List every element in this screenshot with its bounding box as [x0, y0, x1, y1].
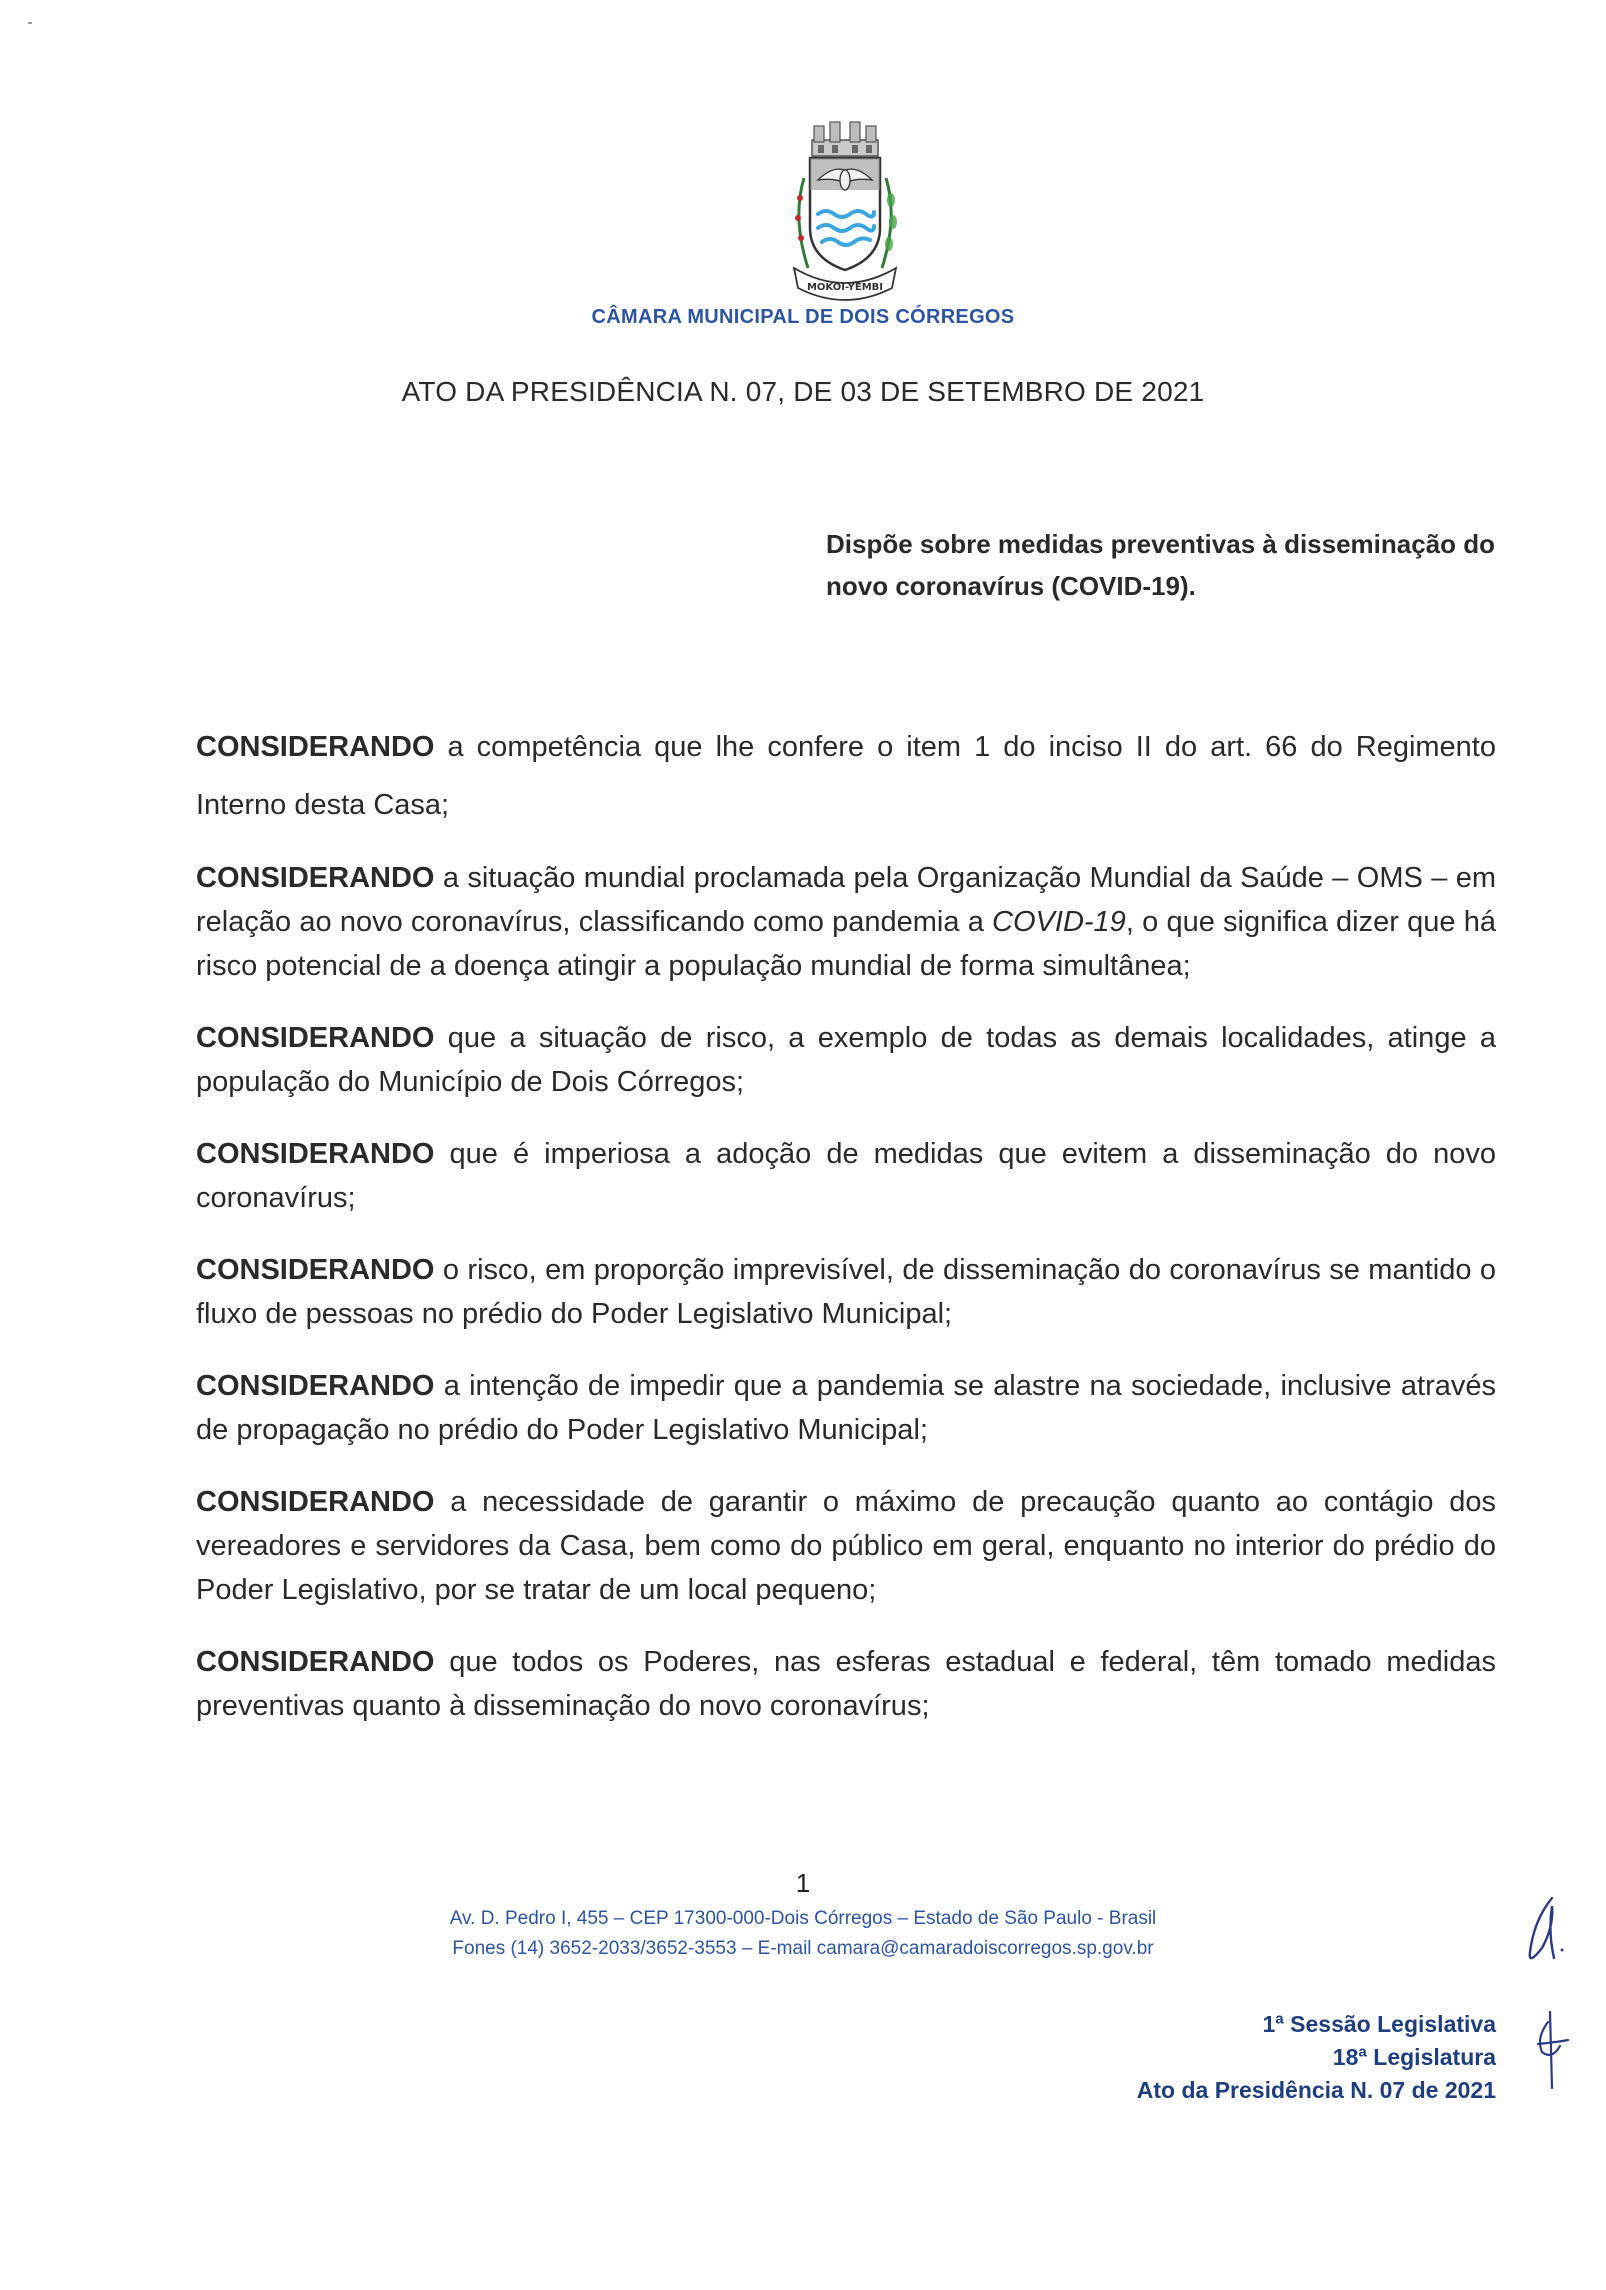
- considerando-lead: CONSIDERANDO: [196, 1254, 435, 1286]
- legislature-label: 18ª Legislatura: [1332, 2044, 1496, 2070]
- ementa: [826, 523, 1506, 607]
- considerando-paragraph: [196, 1248, 1496, 1336]
- municipal-crest-icon: [770, 118, 920, 308]
- considerando-paragraph: [196, 856, 1496, 988]
- act-reference: Ato da Presidência N. 07 de 2021: [1136, 2077, 1496, 2103]
- paragraph-text: a situação mundial proclamada pela Organização Mundial da Saúde – OMS – em relação ao novo coronavírus, classificando como pandemia a: [196, 862, 1497, 938]
- paragraph-text: a necessidade de garantir o máximo de precaução quanto ao contágio dos vereadores e servidores da Casa, bem como do público em geral, enquanto no interior do prédio do Poder Legislativo, por se tratar de um local pequeno;: [196, 1486, 1496, 1606]
- paragraph-italic-term: COVID-19: [992, 906, 1126, 938]
- act-title: ATO DA PRESIDÊNCIA N. 07, DE 03 DE SETEMBRO DE 2021: [401, 376, 1205, 407]
- chamber-name: CÂMARA MUNICIPAL DE DOIS CÓRREGOS: [591, 306, 1015, 328]
- handwritten-initials-icon: [1508, 1892, 1578, 2092]
- considerando-lead: CONSIDERANDO: [196, 1486, 435, 1518]
- paragraph-text: a intenção de impedir que a pandemia se alastre na sociedade, inclusive através de propagação no prédio do Poder Legislativo Municipal;: [196, 1370, 1496, 1446]
- considerando-lead: CONSIDERANDO: [196, 731, 435, 763]
- footer-address: Av. D. Pedro I, 455 – CEP 17300-000-Dois Córregos – Estado de São Paulo - Brasil: [449, 1908, 1157, 1929]
- crest-banner-text: MOKOI-YEMBI: [806, 282, 884, 293]
- paragraph-text: que a situação de risco, a exemplo de todas as demais localidades, atinge a população do Município de Dois Córregos;: [196, 1022, 1496, 1098]
- session-label: 1ª Sessão Legislativa: [1262, 2011, 1496, 2037]
- paragraph-text: , o que significa dizer que há risco potencial de a doença atingir a população mundial de forma simultânea;: [196, 906, 1496, 982]
- session-block: [1137, 2008, 1496, 2107]
- paragraph-text: que todos os Poderes, nas esferas estadual e federal, têm tomado medidas preventivas quanto à disseminação do novo coronavírus;: [196, 1646, 1497, 1722]
- considerando-paragraph: [196, 1016, 1496, 1104]
- ementa-line: Dispõe sobre medidas preventivas à disseminação do: [826, 529, 1496, 559]
- considerando-paragraph: [196, 1480, 1496, 1612]
- scan-mark: [28, 22, 32, 24]
- considerando-paragraph: [196, 1364, 1496, 1452]
- considerando-paragraph: [196, 1132, 1496, 1220]
- document-body: [196, 718, 1496, 1756]
- crown-icon: [812, 122, 878, 156]
- paragraph-text: a competência que lhe confere o item 1 do inciso II do art. 66 do Regimento Interno desta Casa;: [196, 731, 1496, 821]
- considerando-lead: CONSIDERANDO: [196, 862, 435, 894]
- ementa-line: novo coronavírus (COVID-19).: [826, 571, 1196, 601]
- footer-contacts: Fones (14) 3652-2033/3652-3553 – E-mail camara@camaradoiscorregos.sp.gov.br: [452, 1938, 1154, 1959]
- considerando-lead: CONSIDERANDO: [196, 1370, 435, 1402]
- considerando-paragraph: [196, 1640, 1496, 1728]
- paragraph-text: o risco, em proporção imprevisível, de disseminação do coronavírus se mantido o fluxo de pessoas no prédio do Poder Legislativo Municipal;: [196, 1254, 1496, 1330]
- considerando-lead: CONSIDERANDO: [196, 1138, 435, 1170]
- considerando-paragraph: [196, 718, 1496, 834]
- page-number: 1: [795, 1868, 811, 1898]
- paragraph-text: que é imperiosa a adoção de medidas que evitem a disseminação do novo coronavírus;: [196, 1138, 1496, 1214]
- considerando-lead: CONSIDERANDO: [196, 1646, 435, 1678]
- considerando-lead: CONSIDERANDO: [196, 1022, 435, 1054]
